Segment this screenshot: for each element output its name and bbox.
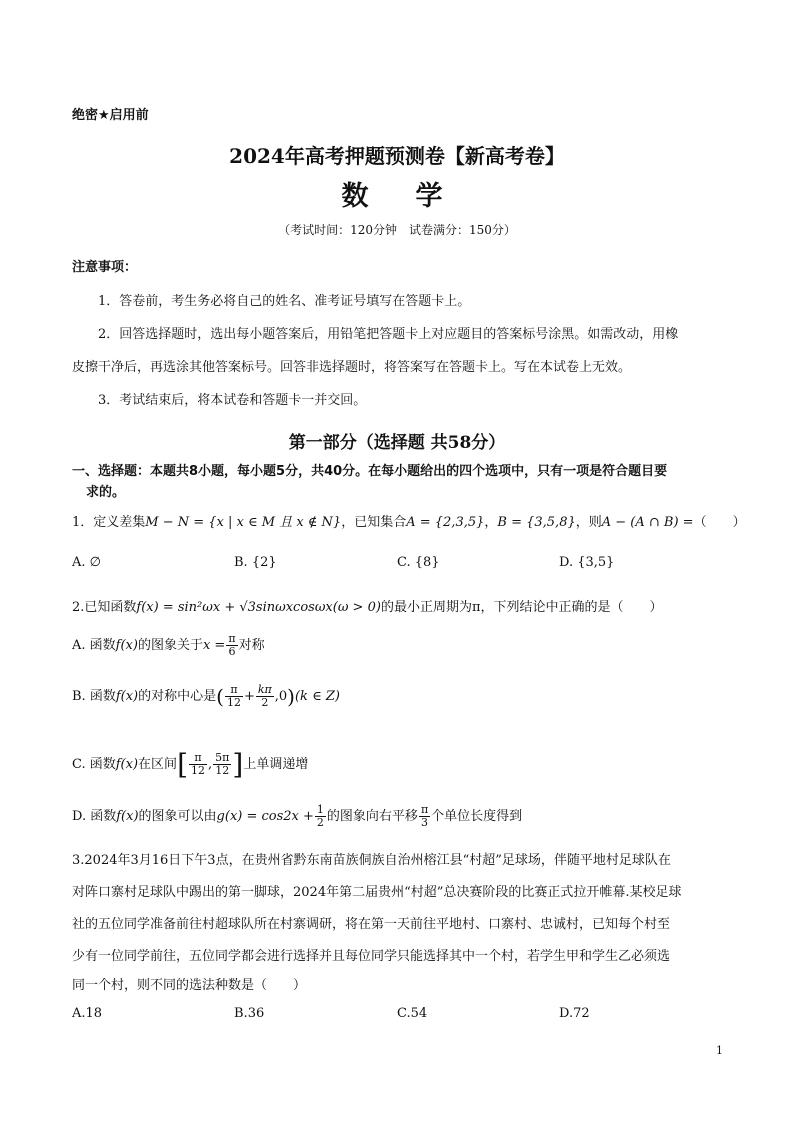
option xyxy=(397,555,440,570)
q2-math: x = xyxy=(202,638,226,653)
fraction xyxy=(256,684,274,709)
close-paren: ) xyxy=(287,684,295,709)
q3-line: 少有一位同学前往，五位同学都会进行选择并且每位同学只能选择其中一个村，若学生甲和学生乙必须选 xyxy=(72,949,671,964)
option-label: A. xyxy=(72,555,86,570)
option-label: B. xyxy=(234,555,248,570)
q1-answer-blank: （ ） xyxy=(693,515,746,530)
plus-sign: + xyxy=(243,689,255,704)
note-item: 1．答卷前，考生务必将自己的姓名、准考证号填写在答题卡上。 xyxy=(98,294,471,309)
q1-math-set-a: A = {2,3,5} xyxy=(406,515,485,530)
option-value: ∅ xyxy=(89,555,101,570)
q2-option-c: C. 函数f(x)在区间[ $\frac{\pi}{12}$ , $\frac{5\pi}{12}$ ]上单调递增 xyxy=(72,748,309,781)
q3-line: 3.2024年3月16日下午3点，在贵州省黔东南苗族侗族自治州榕江县“村超”足球场，伴随平地村足球队在 xyxy=(72,853,671,868)
q2-math: f(x) xyxy=(115,638,138,653)
fraction-numerator: π xyxy=(225,684,243,697)
q2-text: 的图象可以由 xyxy=(138,809,217,824)
option-label: C. xyxy=(397,555,411,570)
note-item: 2．回答选择题时，选出每小题答案后，用铅笔把答题卡上对应题目的答案标号涂黑。如需改动，用橡 xyxy=(98,327,679,342)
q2-text: D. 函数 xyxy=(72,809,117,824)
fraction-numerator: kπ xyxy=(257,683,272,696)
q3-line: 同一个村，则不同的选法种数是（ ） xyxy=(72,978,307,993)
fraction xyxy=(225,684,243,709)
subject-title: 数 学 xyxy=(341,181,453,212)
note-item: 3．考试结束后，将本试卷和答题卡一并交回。 xyxy=(98,393,367,408)
fraction-denominator: 6 xyxy=(228,645,236,658)
page-number: 1 xyxy=(716,1044,723,1057)
part-one-title: 第一部分（选择题 共58分） xyxy=(288,433,506,453)
q1-text: ，则 xyxy=(575,515,602,530)
q1-text: ， xyxy=(484,515,498,530)
q1-math-diffset: M − N = {x | x ∈ M 且 x ∉ N} xyxy=(145,515,342,530)
q2-math-function: f(x) = sin²ωx + √3sinωxcosωx(ω > 0) xyxy=(136,600,381,615)
fraction-denominator: 2 xyxy=(261,696,269,709)
q2-text: A. 函数 xyxy=(72,638,116,653)
fraction xyxy=(315,804,326,829)
option-label: A. xyxy=(72,1006,86,1021)
option-value: {8} xyxy=(414,555,440,570)
q2-math: (k ∈ Z) xyxy=(294,689,340,704)
option xyxy=(72,1006,102,1021)
q2-option-d xyxy=(72,804,522,829)
q1-math-set-b: B = {3,5,8} xyxy=(497,515,576,530)
fraction-denominator: 12 xyxy=(215,764,230,777)
q3-line: 社的五位同学准备前往村超球队所在村寨调研，将在第一天前往平地村、口寨村、忠诚村，已知每个村至 xyxy=(72,917,671,932)
option-value: 54 xyxy=(410,1006,428,1021)
q2-text: 个单位长度得到 xyxy=(431,809,523,824)
section-heading: 一、选择题：本题共8小题，每小题5分，共40分。在每小题给出的四个选项中，只有一项是符合题目要 xyxy=(72,464,668,479)
option-label: C. xyxy=(397,1006,411,1021)
q2-math: f(x) xyxy=(115,689,139,704)
fraction xyxy=(213,752,231,777)
option xyxy=(559,1006,590,1021)
confidential-label: 绝密★启用前 xyxy=(72,108,149,123)
fraction xyxy=(189,752,207,777)
exam-info: （考试时间：120分钟 试卷满分：150分） xyxy=(278,223,516,237)
option xyxy=(397,1006,427,1021)
question-1-stem xyxy=(72,511,746,530)
q2-math: g(x) = cos2x + xyxy=(216,809,314,824)
q1-math-expr: A − (A ∩ B) = xyxy=(601,515,694,530)
fraction-numerator: 1 xyxy=(316,803,324,816)
q2-option-a xyxy=(72,633,265,658)
option xyxy=(72,555,101,570)
q1-text: ，已知集合 xyxy=(341,515,407,530)
q2-math: f(x) xyxy=(116,809,139,824)
option-label: D. xyxy=(559,1006,574,1021)
option-value: 18 xyxy=(85,1006,103,1021)
option-label: B. xyxy=(234,1006,248,1021)
note-item: 皮擦干净后，再选涂其他答案标号。回答非选择题时，将答案写在答题卡上。写在本试卷上无效。 xyxy=(72,360,632,375)
q2-text: 在区间 xyxy=(138,757,178,772)
q2-text: 的对称中心是 xyxy=(138,689,217,704)
option xyxy=(234,555,277,570)
fraction-numerator: 5π xyxy=(215,751,230,764)
fraction-denominator: 2 xyxy=(316,816,324,829)
option xyxy=(234,1006,264,1021)
q2-math: ,0 xyxy=(274,689,288,704)
exam-title: 2024年高考押题预测卷【新高考卷】 xyxy=(229,144,565,168)
q2-math: f(x) xyxy=(115,757,139,772)
q2-option-b xyxy=(72,684,340,709)
q2-text: 对称 xyxy=(238,638,265,653)
option-value: 72 xyxy=(573,1006,590,1021)
section-heading-cont: 求的。 xyxy=(86,485,126,500)
q3-line: 对阵口寨村足球队中踢出的第一脚球，2024年第二届贵州“村超”总决赛阶段的比赛正式拉开帷幕.某校足球 xyxy=(72,885,682,900)
q1-text: 1．定义差集 xyxy=(72,515,146,530)
fraction-numerator: π xyxy=(228,632,236,645)
q2-text: C. 函数 xyxy=(72,757,116,772)
q2-text: 的图象关于 xyxy=(137,638,203,653)
fraction-numerator: π xyxy=(189,752,207,765)
fraction-denominator: 12 xyxy=(226,696,241,709)
option-value: {2} xyxy=(251,555,277,570)
open-paren: ( xyxy=(216,684,224,709)
fraction-numerator: π xyxy=(420,803,429,816)
open-bracket: [ xyxy=(177,748,188,781)
q2-text: 的图象向右平移 xyxy=(326,809,418,824)
fraction-denominator: 3 xyxy=(421,816,429,829)
option-value: {3,5} xyxy=(577,555,615,570)
q2-text: 上单调递增 xyxy=(243,757,309,772)
close-bracket: ] xyxy=(232,748,244,781)
fraction-denominator: 12 xyxy=(191,764,205,777)
q2-text: B. 函数 xyxy=(72,689,116,704)
option-value: 36 xyxy=(247,1006,265,1021)
notes-heading: 注意事项： xyxy=(72,260,138,275)
option xyxy=(559,555,614,570)
q2-text: 2.已知函数 xyxy=(72,600,137,615)
fraction xyxy=(226,633,237,658)
q2-text: 的最小正周期为π，下列结论中正确的是（ ） xyxy=(380,600,663,615)
fraction xyxy=(419,804,430,829)
question-2-stem xyxy=(72,596,662,615)
option-label: D. xyxy=(559,555,574,570)
